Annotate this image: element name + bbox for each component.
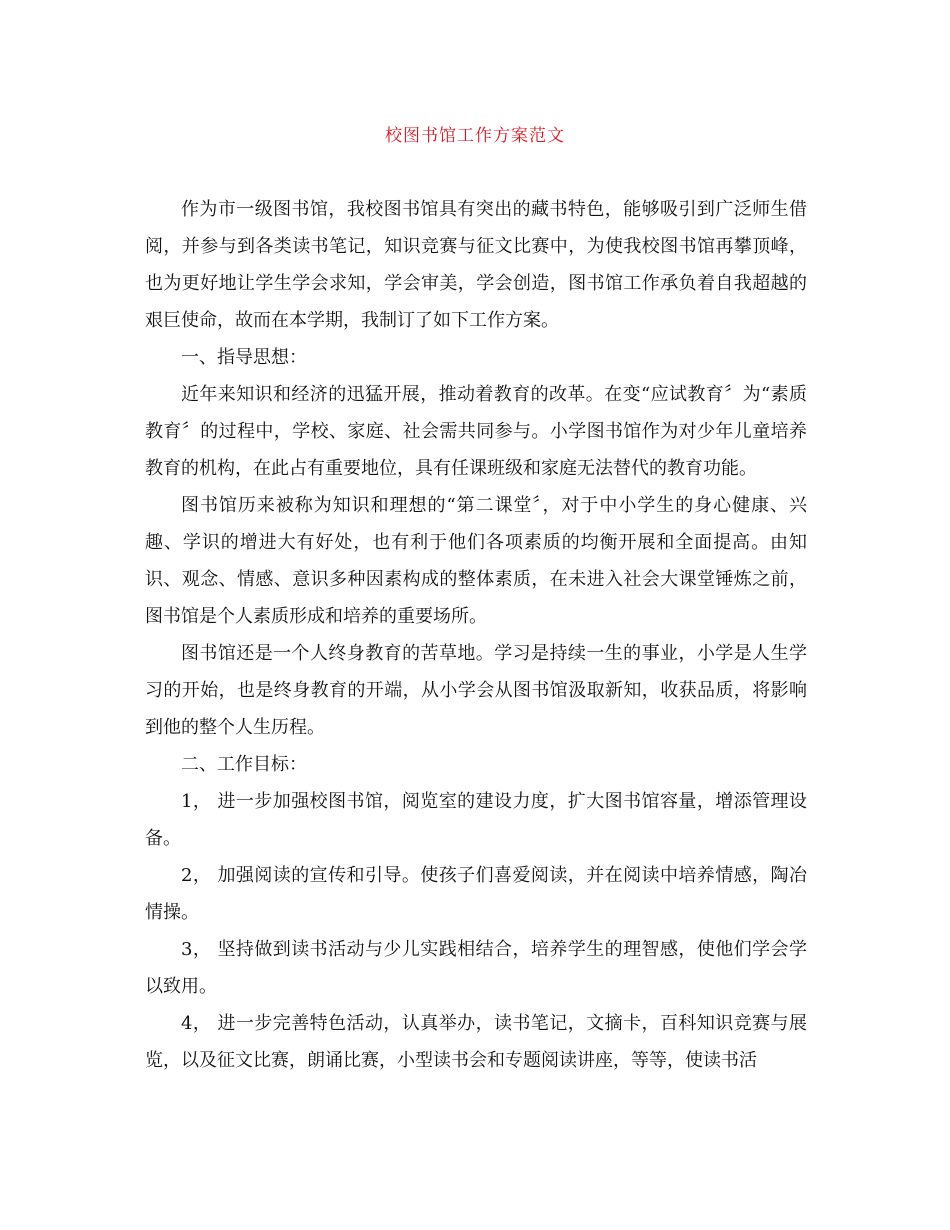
goal-item: 3， 坚持做到读书活动与少儿实践相结合，培养学生的理智感，使他们学会学以致用。 [145,939,807,997]
document-body [145,191,807,1079]
intro-paragraph: 作为市一级图书馆，我校图书馆具有突出的藏书特色，能够吸引到广泛师生借阅，并参与到各类读书笔记，知识竞赛与征文比赛中，为使我校图书馆再攀顶峰，也为更好地让学生学会求知，学会审美，学会创造，图书馆工作承负着自我超越的艰巨使命，故而在本学期，我制订了如下工作方案。 [145,199,807,331]
goal-item: 1， 进一步加强校图书馆，阅览室的建设力度，扩大图书馆容量，增添管理设备。 [145,791,807,849]
section-heading-work-goals: 二、工作目标： [181,754,307,775]
paragraph: 图书馆还是一个人终身教育的苦草地。学习是持续一生的事业，小学是人生学习的开始，也是终身教育的开端，从小学会从图书馆汲取新知，收获品质，将影响到他的整个人生历程。 [145,643,807,738]
document-title: 校图书馆工作方案范文 [385,126,565,146]
goal-item: 2， 加强阅读的宣传和引导。使孩子们喜爱阅读，并在阅读中培养情感，陶冶情操。 [145,865,807,923]
goal-item: 4， 进一步完善特色活动，认真举办，读书笔记，文摘卡，百科知识竞赛与展览，以及征文比赛，朗诵比赛，小型读书会和专题阅读讲座，等等，使读书活 [145,1013,807,1071]
paragraph: 近年来知识和经济的迅猛开展，推动着教育的改革。在变“应试教育〞为“素质教育〞的过程中，学校、家庭、社会需共同参与。小学图书馆作为对少年儿童培养教育的机构，在此占有重要地位，具有任课班级和家庭无法替代的教育功能。 [145,384,807,479]
paragraph: 图书馆历来被称为知识和理想的“第二课堂〞，对于中小学生的身心健康、兴趣、学识的增进大有好处，也有利于他们各项素质的均衡开展和全面提高。由知识、观念、情感、意识多种因素构成的整体素质，在未进入社会大课堂锤炼之前，图书馆是个人素质形成和培养的重要场所。 [145,495,807,627]
section-heading-guiding-ideology: 一、指导思想： [181,347,307,368]
